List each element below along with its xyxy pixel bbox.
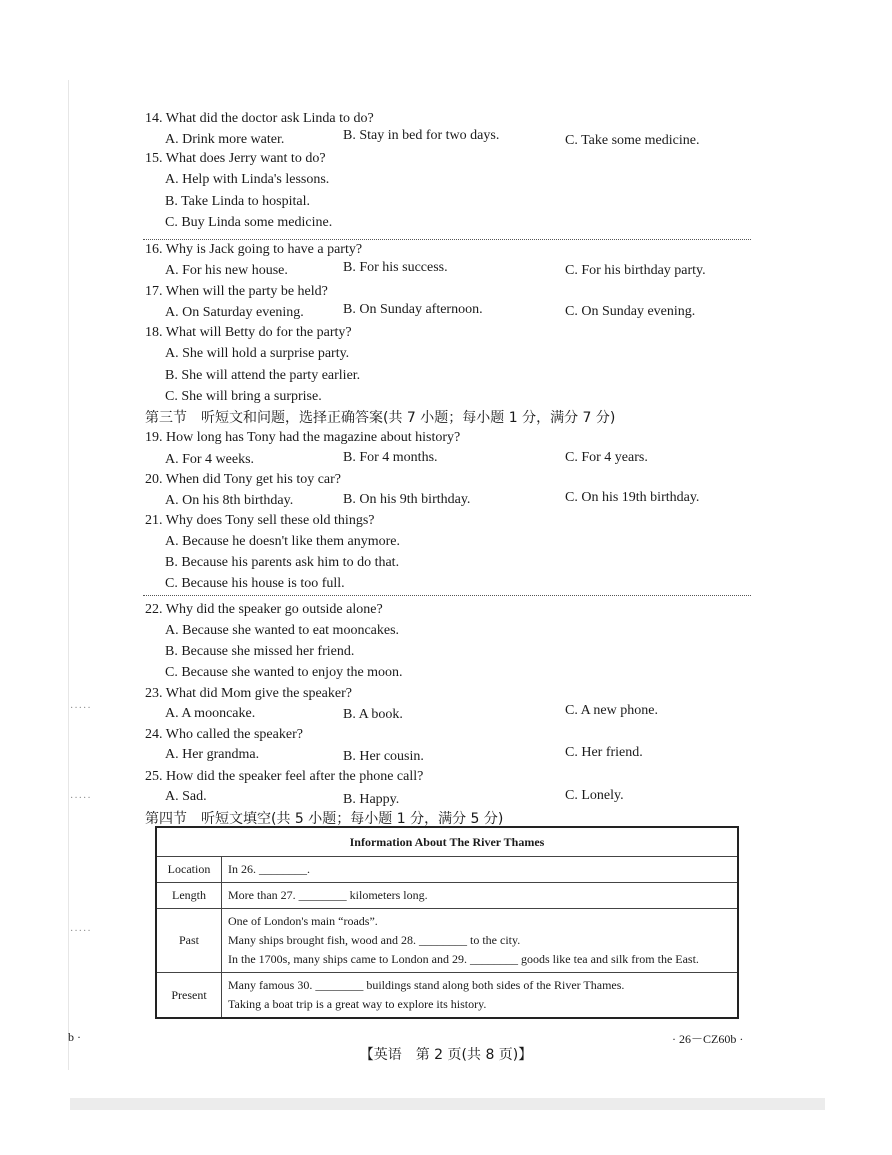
option: B. On his 9th birthday. [343,492,471,507]
option: A. For 4 weeks. [165,452,255,467]
dotted-separator [143,239,751,240]
left-mark: b · [68,1030,81,1044]
option: A. On his 8th birthday. [165,493,294,508]
option: B. Take Linda to hospital. [165,194,310,209]
option: A. For his new house. [165,263,288,278]
binding-line [68,80,69,1070]
option: C. Because she wanted to enjoy the moon. [165,665,403,680]
option: B. She will attend the party earlier. [165,368,361,383]
option: C. On his 19th birthday. [565,490,700,505]
option: B. Because his parents ask him to do that. [165,555,400,570]
option: A. On Saturday evening. [165,305,304,320]
option: C. For his birthday party. [565,263,706,278]
page-number: 【英语 第 2 页(共 8 页)】 [359,1047,533,1063]
option: C. Lonely. [565,788,624,803]
dotted-separator [143,595,751,596]
option: C. Her friend. [565,745,643,760]
question-19: 19. How long has Tony had the magazine about history? [145,430,461,445]
question-16: 16. Why is Jack going to have a party? [145,242,363,257]
question-18: 18. What will Betty do for the party? [145,325,352,340]
table-title-row [156,827,738,857]
option: C. Buy Linda some medicine. [165,215,333,230]
table-row [156,973,738,1019]
row-text: Taking a boat trip is a great way to explore its history. [228,997,487,1011]
paper-code: · 26－CZ60b · [672,1032,744,1046]
option: B. Her cousin. [343,749,424,764]
section-4-heading: 第四节 听短文填空(共 5 小题；每小题 1 分，满分 5 分) [145,811,504,827]
question-25: 25. How did the speaker feel after the phone call? [145,769,424,784]
option: C. A new phone. [565,703,658,718]
question-17: 17. When will the party be held? [145,284,328,299]
scan-edge [70,1098,825,1110]
option: A. A mooncake. [165,706,256,721]
question-24: 24. Who called the speaker? [145,727,303,742]
row-text: Many famous 30. ________ buildings stand along both sides of the River Thames. [228,978,625,992]
question-15: 15. What does Jerry want to do? [145,151,326,166]
row-label-location: Location [156,857,222,883]
row-label-present: Present [156,973,222,1019]
question-14: 14. What did the doctor ask Linda to do? [145,111,374,126]
option: C. She will bring a surprise. [165,389,322,404]
option: C. Because his house is too full. [165,576,345,591]
row-label-past: Past [156,909,222,973]
option: A. Her grandma. [165,747,260,762]
option: B. Happy. [343,792,400,807]
row-text: In 26. ________. [228,862,310,876]
option: B. For his success. [343,260,448,275]
row-text: Many ships brought fish, wood and 28. ________ to the city. [228,933,521,947]
row-content [222,857,739,883]
row-label-length: Length [156,883,222,909]
table-row [156,883,738,909]
table-row [156,857,738,883]
river-thames-info-table [155,826,739,1019]
question-21: 21. Why does Tony sell these old things? [145,513,375,528]
question-20: 20. When did Tony get his toy car? [145,472,342,487]
table-row [156,909,738,973]
option: C. Take some medicine. [565,133,700,148]
row-text: One of London's main “roads”. [228,914,378,928]
question-23: 23. What did Mom give the speaker? [145,686,352,701]
option: A. Drink more water. [165,132,285,147]
table-title: Information About The River Thames [156,827,738,857]
option: B. Stay in bed for two days. [343,128,500,143]
row-content [222,909,739,973]
option: B. For 4 months. [343,450,438,465]
option: C. On Sunday evening. [565,304,696,319]
question-22: 22. Why did the speaker go outside alone? [145,602,383,617]
option: A. Sad. [165,789,207,804]
option: B. On Sunday afternoon. [343,302,483,317]
margin-dots: ····· [70,703,92,714]
margin-dots: ····· [70,926,92,937]
option: A. She will hold a surprise party. [165,346,350,361]
option: B. Because she missed her friend. [165,644,355,659]
option: C. For 4 years. [565,450,648,465]
row-content [222,883,739,909]
row-content [222,973,739,1019]
option: A. Because he doesn't like them anymore. [165,534,401,549]
row-text: In the 1700s, many ships came to London and 29. ________ goods like tea and silk from the East. [228,952,699,966]
section-3-heading: 第三节 听短文和问题，选择正确答案(共 7 小题；每小题 1 分，满分 7 分) [145,410,616,426]
row-text: More than 27. ________ kilometers long. [228,888,428,902]
option: A. Because she wanted to eat mooncakes. [165,623,400,638]
margin-dots: ····· [70,793,92,804]
option: A. Help with Linda's lessons. [165,172,330,187]
option: B. A book. [343,707,403,722]
